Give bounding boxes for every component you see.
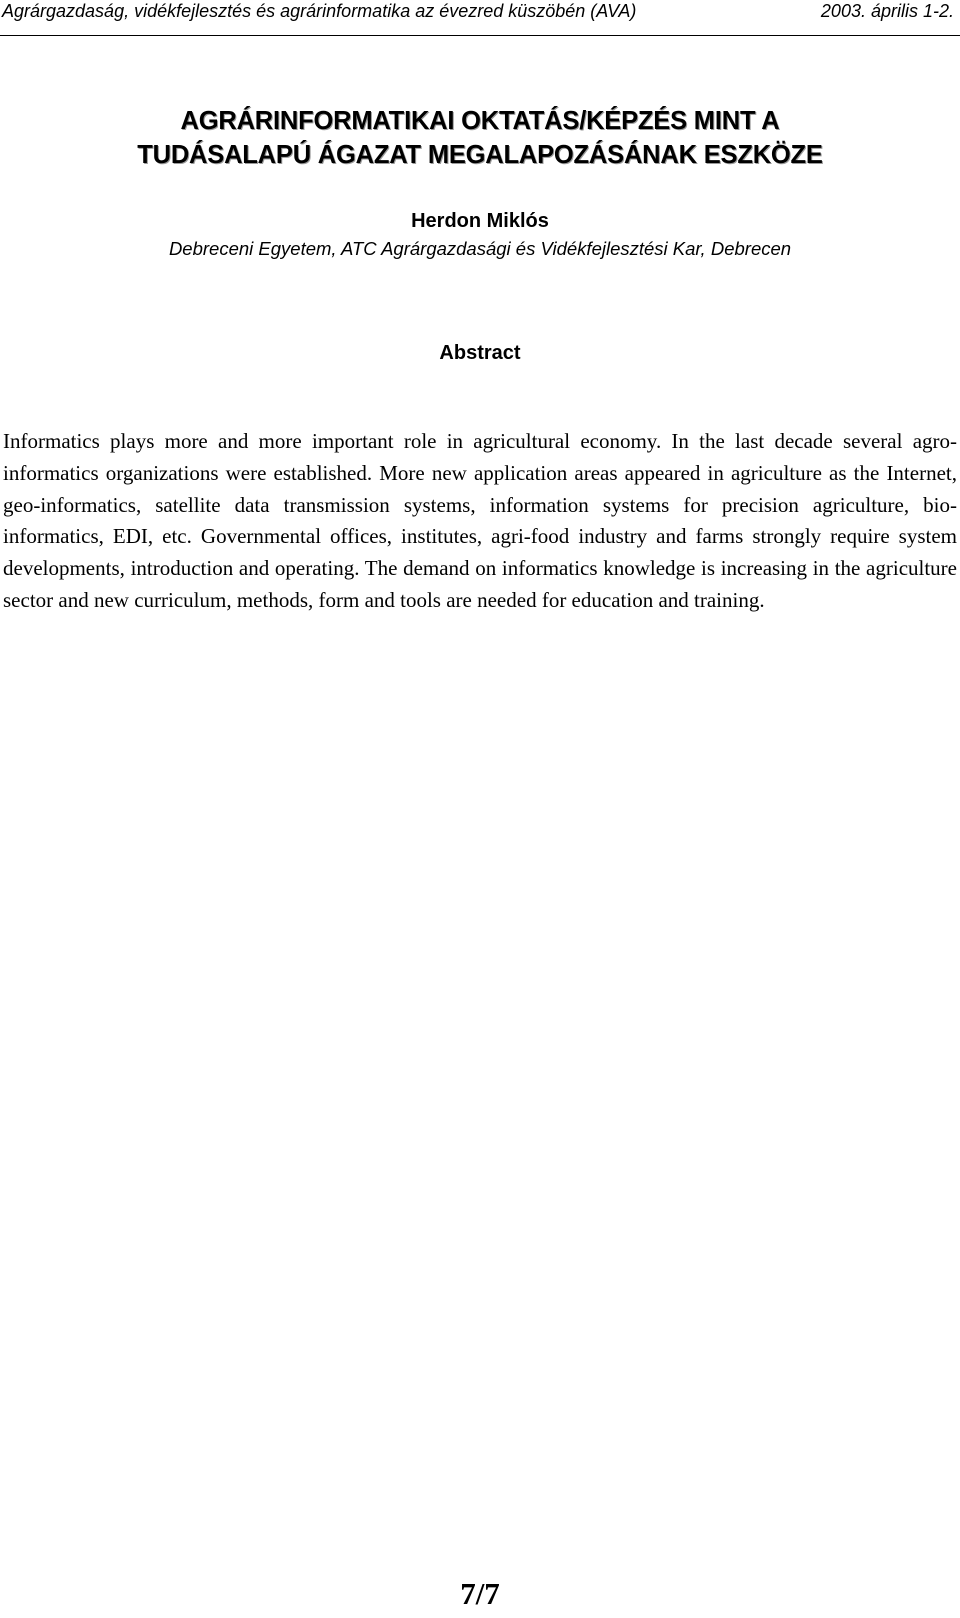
paper-title-line-1: AGRÁRINFORMATIKAI OKTATÁS/KÉPZÉS MINT A [180,107,780,135]
conference-date: 2003. április 1-2. [820,1,954,21]
author-affiliation: Debreceni Egyetem, ATC Agrárgazdasági és Vidékfejlesztési Kar, Debrecen [168,238,792,259]
conference-name: Agrárgazdaság, vidékfejlesztés és agrárinformatika az évezred küszöbén (AVA) [2,1,637,21]
running-header [0,0,960,36]
author-name: Herdon Miklós [411,210,549,232]
abstract-body: Informatics plays more and more important role in agricultural economy. In the last decade several agro-informatics organizations were established. More new application areas appeared in agriculture as the Internet, geo-informatics, satellite data transmission systems, information systems for precision agriculture, bio-informatics, EDI, etc. Governmental offices, institutes, agri-food industry and farms strongly require system developments, introduction and operating. The demand on informatics knowledge is increasing in the agriculture sector and new curriculum, methods, form and tools are needed for education and training. [3,429,957,612]
page-number: 7/7 [460,1576,500,1611]
paper-title [0,104,960,172]
abstract-heading: Abstract [439,342,521,364]
paper-title-line-2: TUDÁSALAPÚ ÁGAZAT MEGALAPOZÁSÁNAK ESZKÖZE [137,141,823,169]
